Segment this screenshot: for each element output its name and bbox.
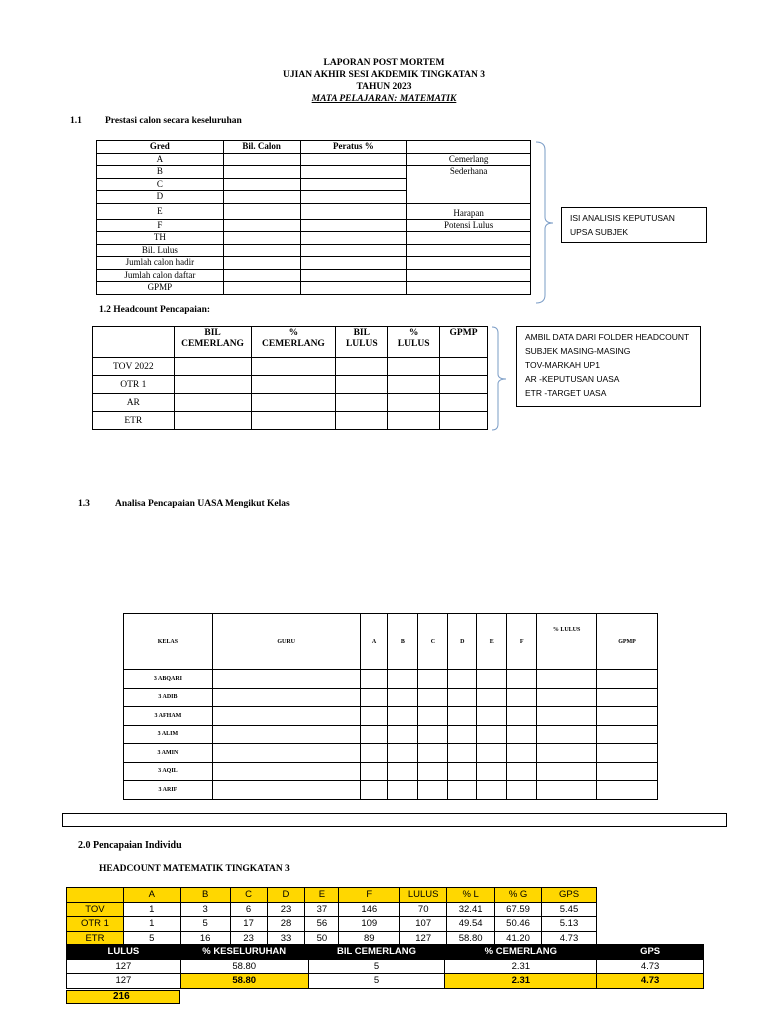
cell: 50.46 [495, 917, 542, 932]
row-label: OTR 1 [93, 376, 175, 394]
col-header: % KESELURUHAN [180, 945, 308, 960]
cell: 2.31 [445, 959, 597, 974]
cell: 17 [230, 917, 267, 932]
cell: 41.20 [495, 931, 542, 946]
col-header: GPMP [597, 614, 658, 670]
section-2-0-title: 2.0 Pencapaian Individu [78, 840, 182, 851]
cell: 6 [230, 902, 267, 917]
cell: 127 [67, 959, 181, 974]
cell: 37 [305, 902, 339, 917]
cell: 32.41 [447, 902, 495, 917]
row-label: E [97, 203, 224, 219]
empty-box [62, 813, 727, 827]
cell: 16 [180, 931, 230, 946]
row-label: F [97, 219, 224, 232]
table-header-row [124, 614, 658, 670]
cell: 127 [400, 931, 447, 946]
col-header: A [123, 888, 180, 903]
cell: 5 [308, 974, 445, 989]
row-label: ETR [67, 931, 124, 946]
col-header: BIL LULUS [336, 327, 388, 358]
col-header: GPS [597, 945, 704, 960]
table-row [124, 688, 658, 707]
note-line: AR -KEPUTUSAN UASA [525, 374, 620, 384]
col-header: % LULUS [388, 327, 440, 358]
col-header [67, 888, 124, 903]
table-row [67, 902, 597, 917]
col-header: D [267, 888, 305, 903]
note-line: AMBIL DATA DARI FOLDER HEADCOUNT [525, 332, 690, 342]
col-header: % G [495, 888, 542, 903]
headcount-matematik-table [66, 887, 597, 946]
cell: 70 [400, 902, 447, 917]
header-exam: UJIAN AKHIR SESI AKDEMIK TINGKATAN 3 [283, 70, 485, 80]
col-header: KELAS [124, 614, 213, 670]
cell: 5.45 [542, 902, 597, 917]
cell: 5 [123, 931, 180, 946]
cell: 49.54 [447, 917, 495, 932]
table-row [67, 959, 704, 974]
col-header: E [477, 614, 507, 670]
cell: 28 [267, 917, 305, 932]
row-label: B [97, 166, 224, 179]
col-header: F [339, 888, 400, 903]
summary-table [66, 944, 704, 989]
row-label: TH [97, 232, 224, 245]
row-label: OTR 1 [67, 917, 124, 932]
col-header: F [507, 614, 537, 670]
table-row [124, 762, 658, 781]
row-label: AR [93, 394, 175, 412]
header-year: TAHUN 2023 [356, 82, 412, 92]
col-header: Gred [97, 141, 224, 154]
total-cell: 216 [66, 990, 180, 1004]
row-label: A [97, 153, 224, 166]
section-1-3-title: Analisa Pencapaian UASA Mengikut Kelas [115, 499, 290, 509]
col-header: % LULUS [537, 614, 597, 670]
cell: 3 [180, 902, 230, 917]
col-header: % L [447, 888, 495, 903]
section-1-1-title: Prestasi calon secara keseluruhan [105, 116, 242, 126]
row-label: 3 ALIM [124, 725, 213, 744]
cell: 50 [305, 931, 339, 946]
row-label: 3 ADIB [124, 688, 213, 707]
table-row [124, 725, 658, 744]
note-line: UPSA SUBJEK [570, 227, 629, 237]
row-label: TOV 2022 [93, 358, 175, 376]
row-label: ETR [93, 412, 175, 430]
header-subject: MATA PELAJARAN: MATEMATIK [311, 94, 457, 104]
section-1-2-title: 1.2 Headcount Pencapaian: [99, 305, 211, 315]
note-line: ISI ANALISIS KEPUTUSAN [570, 213, 675, 223]
cell: 107 [400, 917, 447, 932]
row-label: GPMP [97, 282, 224, 295]
cell: 2.31 [445, 974, 597, 989]
col-header: GPS [542, 888, 597, 903]
table-row [124, 744, 658, 763]
cell: 127 [67, 974, 181, 989]
col-header: A [360, 614, 388, 670]
cell: 4.73 [597, 974, 704, 989]
row-label: C [97, 178, 224, 191]
header-title: LAPORAN POST MORTEM [323, 58, 445, 68]
row-label: TOV [67, 902, 124, 917]
category-potensi: Potensi Lulus [407, 219, 531, 232]
note-line: TOV-MARKAH UP1 [525, 360, 600, 370]
table-header-row [67, 945, 704, 960]
row-label: 3 AMIN [124, 744, 213, 763]
col-header: C [418, 614, 448, 670]
row-label: D [97, 191, 224, 204]
category-sederhana: Sederhana [407, 166, 531, 204]
col-header: BIL CEMERLANG [308, 945, 445, 960]
table-row [67, 974, 704, 989]
cell: 56 [305, 917, 339, 932]
col-header: LULUS [400, 888, 447, 903]
section-1-1-number: 1.1 [70, 116, 82, 126]
table-row [67, 917, 597, 932]
cell: 67.59 [495, 902, 542, 917]
table-row [124, 707, 658, 726]
category-harapan: Harapan [407, 203, 531, 219]
cell: 1 [123, 902, 180, 917]
row-label: Jumlah calon daftar [97, 269, 224, 282]
col-header: GURU [212, 614, 360, 670]
cell: 4.73 [542, 931, 597, 946]
row-label: 3 AFHAM [124, 707, 213, 726]
col-header: % CEMERLANG [445, 945, 597, 960]
col-header: E [305, 888, 339, 903]
row-label: Jumlah calon hadir [97, 257, 224, 270]
cell: 33 [267, 931, 305, 946]
row-label: 3 AQIL [124, 762, 213, 781]
cell: 5 [308, 959, 445, 974]
row-label: 3 ARIF [124, 781, 213, 800]
cell: 146 [339, 902, 400, 917]
cell: 89 [339, 931, 400, 946]
col-header: BIL CEMERLANG [174, 327, 251, 358]
category-cemerlang: Cemerlang [407, 153, 531, 166]
cell: 1 [123, 917, 180, 932]
note-line: ETR -TARGET UASA [525, 388, 607, 398]
col-header: GPMP [440, 327, 488, 358]
cell: 23 [267, 902, 305, 917]
cell: 58.80 [447, 931, 495, 946]
section-2-0-subtitle: HEADCOUNT MATEMATIK TINGKATAN 3 [99, 864, 290, 874]
table-header-row [67, 888, 597, 903]
cell: 58.80 [180, 974, 308, 989]
row-label: 3 ABQARI [124, 670, 213, 689]
cell: 5.13 [542, 917, 597, 932]
cell: 58.80 [180, 959, 308, 974]
section-1-3-number: 1.3 [78, 499, 90, 509]
col-header: B [388, 614, 418, 670]
col-header: LULUS [67, 945, 181, 960]
cell: 4.73 [597, 959, 704, 974]
table-row [124, 781, 658, 800]
table-row [124, 670, 658, 689]
note-line: SUBJEK MASING-MASING [525, 346, 631, 356]
col-header: B [180, 888, 230, 903]
cell: 109 [339, 917, 400, 932]
cell: 23 [230, 931, 267, 946]
col-header: Peratus % [300, 141, 407, 154]
cell: 5 [180, 917, 230, 932]
row-label: Bil. Lulus [97, 244, 224, 257]
col-header: D [448, 614, 477, 670]
col-header: % CEMERLANG [251, 327, 336, 358]
col-header: Bil. Calon [223, 141, 300, 154]
col-header: C [230, 888, 267, 903]
class-analysis-table [123, 613, 658, 800]
